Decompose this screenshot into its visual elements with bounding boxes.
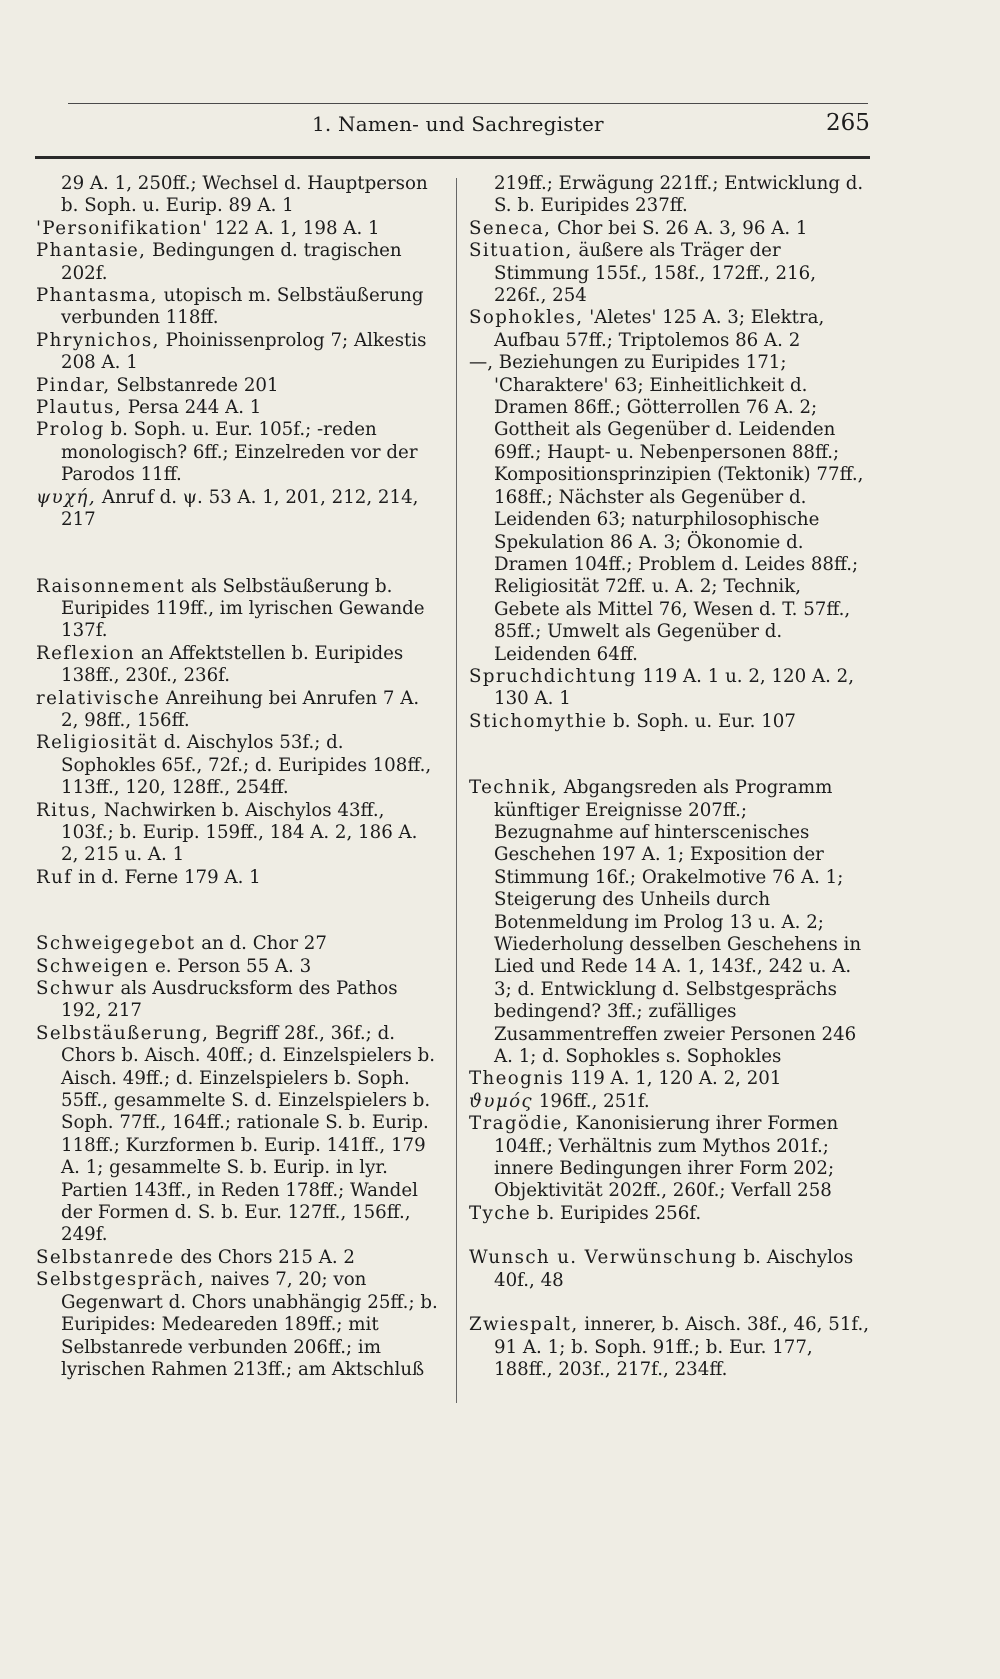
index-entry <box>469 1247 871 1292</box>
index-locators: an Affektstellen b. Euripides 138ff., 230f., 236f. <box>61 642 404 687</box>
index-headword: Spruchdichtung <box>469 665 637 687</box>
index-entry <box>36 218 440 240</box>
index-headword: Phrynichos, <box>36 329 160 351</box>
index-entry <box>36 419 440 486</box>
index-entry <box>36 933 440 955</box>
index-headword: Technik, <box>469 777 558 799</box>
index-entry <box>36 800 440 867</box>
index-entry <box>36 1269 440 1381</box>
header-top-rule <box>68 103 868 104</box>
index-headword: 'Personifikation' <box>36 217 209 239</box>
index-entry <box>469 307 871 352</box>
index-entry <box>469 1314 871 1381</box>
index-locators: des Chors 215 A. 2 <box>174 1246 356 1268</box>
index-entry <box>469 352 871 666</box>
index-entry <box>36 956 440 978</box>
index-locators: Phoinissenprolog 7; Alkestis 208 A. 1 <box>61 329 427 374</box>
index-locators: b. Euripides 256f. <box>531 1202 702 1224</box>
index-entry <box>36 1247 440 1269</box>
index-headword: Prolog <box>36 419 105 441</box>
index-locators: 29 A. 1, 250ff.; Wechsel d. Hauptperson b. Soph. u. Eurip. 89 A. 1 <box>61 173 428 217</box>
index-locators: —, Beziehungen zu Euripides 171; 'Charaktere' 63; Einheitlichkeit d. Dramen 86ff.; Götterrollen 76 A. 2; Gottheit als Gegenüber d. Leidenden 69ff.; Haupt- u. Nebenpersonen 88ff.; Kompositionsprinzipien (Tektonik) 77ff., 168ff.; Nächster als Gegenüber d. Leidenden 63; naturphilosophische Spekulation 86 A. 3; Ökonomie d. Dramen 104ff.; Problem d. Leides 88ff.; Religiosität 72ff. u. A. 2; Technik, Gebete als Mittel 76, Wesen d. T. 57ff., 85ff.; Umwelt als Gegenüber d. Leidenden 64ff. <box>469 352 864 665</box>
index-entry <box>469 173 871 218</box>
index-locators: b. Soph. u. Eur. 105f.; -reden monologisch? 6ff.; Einzelreden vor der Parodos 11ff. <box>61 419 418 486</box>
index-locators: als Selbstäußerung b. Euripides 119ff., im lyrischen Gewande 137f. <box>61 575 425 642</box>
index-locators: 219ff.; Erwägung 221ff.; Entwicklung d. S. b. Euripides 237ff. <box>494 173 864 217</box>
index-locators: Chor bei S. 26 A. 3, 96 A. 1 <box>551 217 808 239</box>
index-headword: Ruf <box>36 866 73 888</box>
index-column-left <box>36 173 440 1381</box>
index-locators: d. Aischylos 53f.; d. Sophokles 65f., 72f.; d. Euripides 108ff., 113ff., 120, 128ff., 254ff. <box>61 732 432 799</box>
index-headword: Seneca, <box>469 217 552 239</box>
index-entry <box>469 666 871 711</box>
index-locators: 'Aletes' 125 A. 3; Elektra, Aufbau 57ff.; Triptolemos 86 A. 2 <box>494 307 825 351</box>
index-locators: Persa 244 A. 1 <box>121 397 262 419</box>
index-locators: b. Aischylos 40f., 48 <box>494 1247 854 1291</box>
index-entry <box>469 240 871 307</box>
index-locators: Kanonisierung ihrer Formen 104ff.; Verhältnis zum Mythos 201f.; innere Bedingungen ihrer Form 202; Objektivität 202ff., 260f.; Verfall 258 <box>494 1113 839 1202</box>
index-headword: Pindar, <box>36 374 111 396</box>
index-headword: Schweigen <box>36 955 150 977</box>
index-entry <box>469 1091 871 1113</box>
index-headword: Reflexion <box>36 642 136 664</box>
index-entry <box>36 978 440 1023</box>
index-headword: Raisonnement <box>36 575 186 597</box>
index-entry <box>469 777 871 1068</box>
index-headword: Tyche <box>469 1202 532 1224</box>
index-headword: Theognis <box>469 1068 565 1090</box>
index-headword: Sophokles, <box>469 307 584 329</box>
index-headword: Phantasie, <box>36 240 147 262</box>
index-locators: Abgangsreden als Programm künftiger Ereignisse 207ff.; Bezugnahme auf hinterscenisches Geschehen 197 A. 1; Exposition der Stimmung 16f.; Orakelmotive 76 A. 1; Steigerung des Unheils durch Botenmeldung im Prolog 13 u. A. 2; Wiederholung desselben Geschehens in Lied und Rede 14 A. 1, 143f., 242 u. A. 3; d. Entwicklung d. Selbstgesprächs bedingend? 3ff.; zufälliges Zusammentreffen zweier Personen 246 A. 1; d. Sophokles s. Sophokles <box>494 777 862 1068</box>
index-headword: Selbstgespräch, <box>36 1269 205 1291</box>
index-locators: in d. Ferne 179 A. 1 <box>72 866 261 888</box>
index-headword: Plautus, <box>36 397 122 419</box>
index-entry <box>469 1203 871 1225</box>
index-locators: Nachwirken b. Aischylos 43ff., 103f.; b. Eurip. 159ff., 184 A. 2, 186 A. 2, 215 u. A. 1 <box>61 799 418 866</box>
index-entry <box>36 173 440 218</box>
index-locators: als Ausdrucksform des Pathos 192, 217 <box>61 978 398 1022</box>
header-bottom-rule <box>35 156 870 159</box>
index-locators: 119 A. 1 u. 2, 120 A. 2, 130 A. 1 <box>494 665 855 710</box>
index-entry <box>36 285 440 330</box>
page-number: 265 <box>826 110 870 136</box>
index-headword: Schweigegebot <box>36 933 196 955</box>
index-headword: Selbstäußerung, <box>36 1022 210 1044</box>
index-entry <box>36 643 440 688</box>
index-entry <box>36 732 440 799</box>
index-locators: Bedingungen d. tragischen 202f. <box>61 240 402 284</box>
index-headword: Selbstanrede <box>36 1246 175 1268</box>
index-headword: Phantasma, <box>36 285 158 307</box>
index-locators: 119 A. 1, 120 A. 2, 201 <box>564 1068 782 1090</box>
index-headword: ψυχή, <box>36 486 97 508</box>
index-locators: naives 7, 20; von Gegenwart d. Chors unabhängig 25ff.; b. Euripides: Medeareden 189ff.; mit Selbstanrede verbunden 206ff.; im lyrischen Rahmen 213ff.; am Aktschluß <box>61 1269 438 1380</box>
index-locators: innerer, b. Aisch. 38f., 46, 51f., 91 A. 1; b. Soph. 91ff.; b. Eur. 177, 188ff., 203f., 217f., 234ff. <box>494 1314 870 1380</box>
index-entry <box>469 1068 871 1090</box>
index-headword: Ritus, <box>36 799 99 821</box>
index-locators: utopisch m. Selbstäußerung verbunden 118ff. <box>61 285 424 329</box>
index-locators: an d. Chor 27 <box>195 933 327 955</box>
index-column-right <box>469 173 871 1381</box>
running-header-title: 1. Namen- und Sachregister <box>312 112 604 136</box>
index-locators: Anruf d. ψ. 53 A. 1, 201, 212, 214, 217 <box>61 486 419 531</box>
index-locators: b. Soph. u. Eur. 107 <box>607 710 796 732</box>
index-entry <box>36 1023 440 1247</box>
index-headword: Wunsch u. Verwünschung <box>469 1247 738 1269</box>
index-headword: relativische <box>36 687 161 709</box>
index-entry <box>36 867 440 889</box>
index-headword: Tragödie, <box>469 1113 570 1135</box>
index-entry <box>36 576 440 643</box>
index-headword: Stichomythie <box>469 710 608 732</box>
index-entry <box>36 487 440 532</box>
index-headword: Zwiespalt, <box>469 1314 579 1336</box>
index-entry <box>469 1113 871 1203</box>
column-divider <box>456 178 457 1403</box>
index-locators: 196ff., 251f. <box>533 1090 650 1112</box>
index-locators: Begriff 28f., 36f.; d. Chors b. Aisch. 40ff.; d. Einzelspielers b. Aisch. 49ff.; d. Einzelspielers b. Soph. 55ff., gesammelte S. d. Einzelspielers b. Soph. 77ff., 164ff.; rationale S. b. Eurip. 118ff.; Kurzformen b. Eurip. 141ff., 179 A. 1; gesammelte S. b. Eurip. in lyr. Partien 143ff., in Reden 178ff.; Wandel der Formen d. S. b. Eur. 127ff., 156ff., 249f. <box>61 1022 435 1246</box>
index-locators: Anreihung bei Anrufen 7 A. 2, 98ff., 156ff. <box>61 687 420 731</box>
index-headword: Situation, <box>469 240 573 262</box>
index-entry <box>36 240 440 285</box>
index-entry <box>469 711 871 733</box>
index-headword: Religiosität <box>36 732 158 754</box>
index-entry <box>36 375 440 397</box>
index-entry <box>469 218 871 240</box>
index-locators: äußere als Träger der Stimmung 155f., 158f., 172ff., 216, 226f., 254 <box>494 240 817 307</box>
index-entry <box>36 330 440 375</box>
index-headword: ϑυμός <box>469 1090 534 1112</box>
index-entry <box>36 397 440 419</box>
index-locators: 122 A. 1, 198 A. 1 <box>208 217 380 239</box>
index-locators: Selbstanrede 201 <box>110 374 279 396</box>
index-entry <box>36 688 440 733</box>
index-locators: e. Person 55 A. 3 <box>149 955 312 977</box>
index-headword: Schwur <box>36 978 115 999</box>
